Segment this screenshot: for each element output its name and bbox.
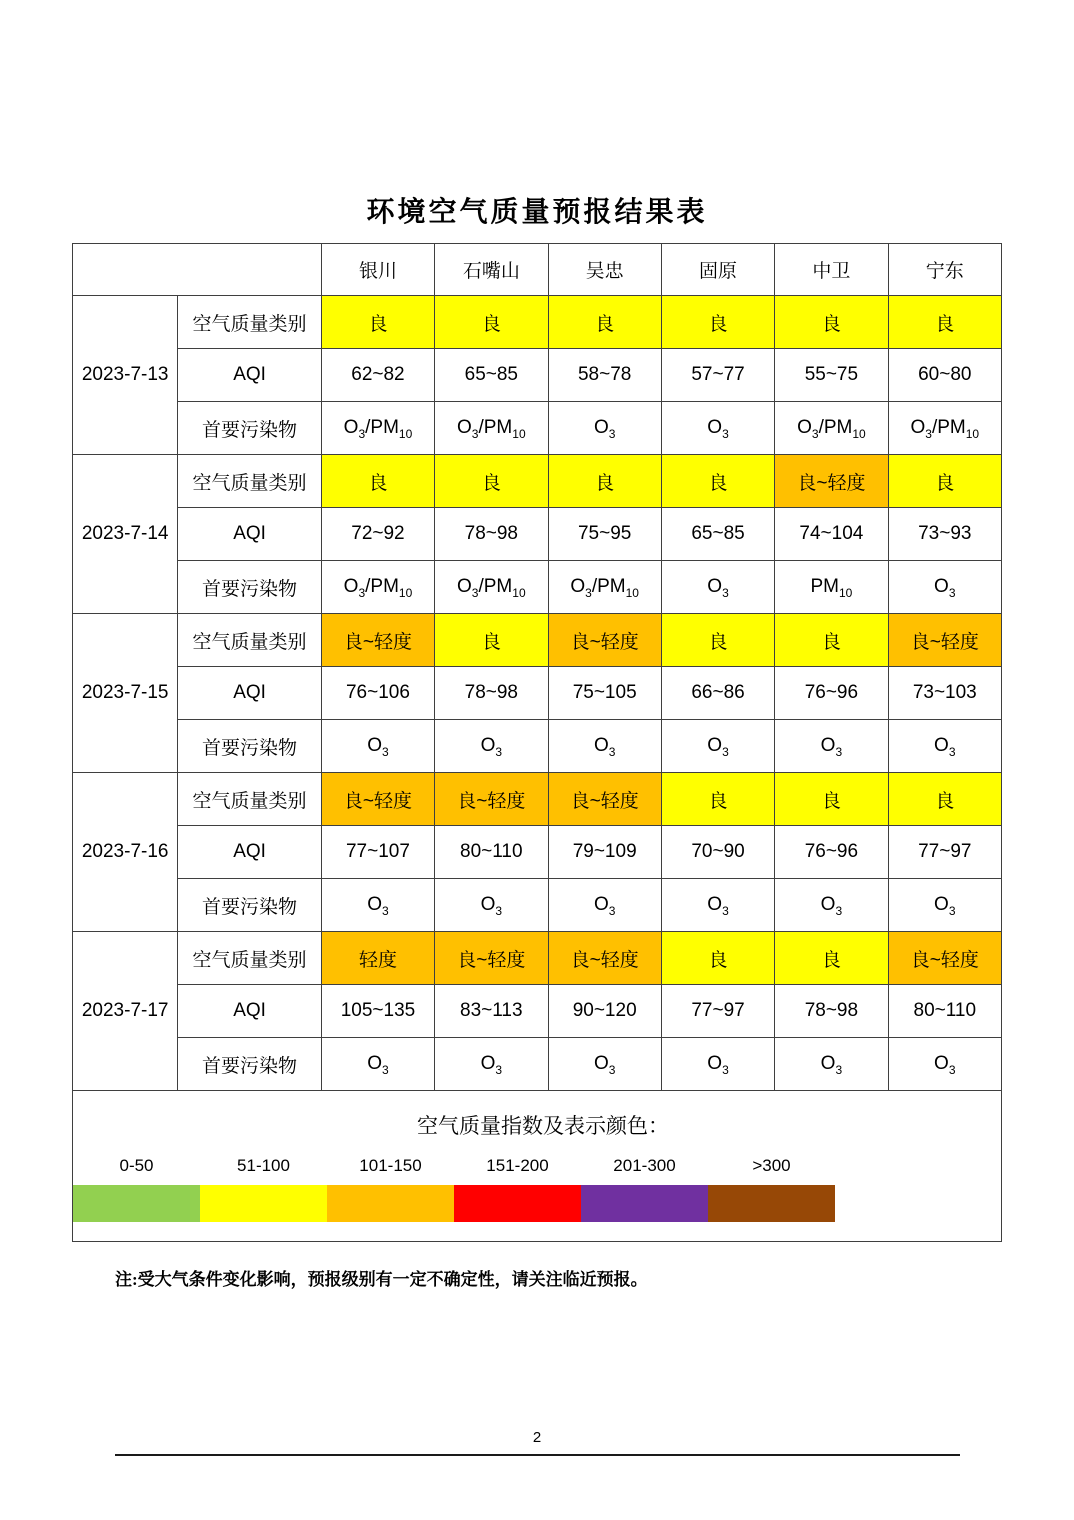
row-label-category: 空气质量类别 [178,614,321,667]
aqi-cell: 73~103 [888,667,1001,720]
pollutant-cell: $O_3$ [775,1038,888,1091]
row-label-category: 空气质量类别 [178,296,321,349]
legend-row [73,1091,1002,1242]
aqi-cell: 80~110 [435,826,548,879]
category-cell: 良~轻度 [548,614,661,667]
aqi-cell: 78~98 [775,985,888,1038]
category-row [73,296,1002,349]
pollutant-row [73,1038,1002,1091]
category-cell: 良~轻度 [435,773,548,826]
category-cell: 良 [548,296,661,349]
aqi-cell: 83~113 [435,985,548,1038]
aqi-cell: 77~97 [661,985,774,1038]
pollutant-row [73,720,1002,773]
category-cell: 良 [888,773,1001,826]
row-label-pollutant: 首要污染物 [178,402,321,455]
pollutant-cell: $O_3$ [888,879,1001,932]
city-header: 固原 [661,244,774,296]
city-header: 石嘴山 [435,244,548,296]
category-cell: 良 [661,614,774,667]
category-cell: 良~轻度 [888,614,1001,667]
footnote: 注:受大气条件变化影响，预报级别有一定不确定性，请关注临近预报。 [115,1270,648,1289]
legend-range-label: 201-300 [613,1156,676,1175]
aqi-cell: 73~93 [888,508,1001,561]
row-label-pollutant: 首要污染物 [178,1038,321,1091]
category-cell: 良~轻度 [548,932,661,985]
page-title: 环境空气质量预报结果表 [366,197,708,228]
pollutant-cell: $O_3$ [661,1038,774,1091]
category-cell: 良~轻度 [321,773,434,826]
category-cell: 良~轻度 [548,773,661,826]
category-cell: 良 [661,773,774,826]
category-row [73,932,1002,985]
category-cell: 良~轻度 [435,932,548,985]
pollutant-cell: $O_3/PM_{10}$ [321,561,434,614]
date-cell: 2023-7-17 [73,932,178,1091]
aqi-cell: 55~75 [775,349,888,402]
pollutant-row [73,561,1002,614]
aqi-cell: 79~109 [548,826,661,879]
pollutant-cell: $O_3$ [661,720,774,773]
aqi-row [73,985,1002,1038]
pollutant-cell: $O_3/PM_{10}$ [548,561,661,614]
aqi-cell: 90~120 [548,985,661,1038]
category-cell: 良~轻度 [775,455,888,508]
pollutant-cell: $O_3$ [321,1038,434,1091]
category-row [73,455,1002,508]
aqi-cell: 77~107 [321,826,434,879]
category-cell: 良 [435,296,548,349]
aqi-legend [73,1091,1002,1242]
category-cell: 良 [661,455,774,508]
date-cell: 2023-7-15 [73,614,178,773]
legend-color-bar [73,1185,1001,1222]
pollutant-cell: $O_3/PM_{10}$ [435,561,548,614]
category-cell: 良~轻度 [888,932,1001,985]
legend-color-swatch [73,1185,200,1222]
aqi-cell: 77~97 [888,826,1001,879]
category-cell: 良 [321,455,434,508]
category-cell: 良 [661,932,774,985]
category-cell: 良 [321,296,434,349]
aqi-cell: 74~104 [775,508,888,561]
pollutant-cell: $O_3/PM_{10}$ [435,402,548,455]
city-header: 宁东 [888,244,1001,296]
category-row [73,614,1002,667]
row-label-aqi: AQI [178,667,321,720]
row-label-category: 空气质量类别 [178,932,321,985]
pollutant-cell: $O_3$ [661,402,774,455]
date-cell: 2023-7-14 [73,455,178,614]
aqi-cell: 76~96 [775,667,888,720]
row-label-pollutant: 首要污染物 [178,720,321,773]
page-number: 2 [532,1429,542,1446]
pollutant-cell: $O_3/PM_{10}$ [321,402,434,455]
pollutant-row [73,402,1002,455]
pollutant-cell: $O_3$ [435,1038,548,1091]
category-cell: 轻度 [321,932,434,985]
category-cell: 良 [888,296,1001,349]
legend-color-swatch [581,1185,708,1222]
aqi-row [73,826,1002,879]
category-cell: 良 [661,296,774,349]
category-cell: 良 [435,455,548,508]
pollutant-cell: $O_3$ [888,720,1001,773]
pollutant-cell: $O_3$ [888,561,1001,614]
aqi-cell: 66~86 [661,667,774,720]
forecast-table [72,243,1002,1242]
pollutant-cell: $O_3$ [548,402,661,455]
pollutant-cell: $O_3$ [321,879,434,932]
corner-cell [73,244,322,296]
legend-range-label: 151-200 [486,1156,549,1175]
category-cell: 良 [775,296,888,349]
aqi-cell: 75~105 [548,667,661,720]
aqi-cell: 57~77 [661,349,774,402]
row-label-pollutant: 首要污染物 [178,879,321,932]
category-cell: 良 [775,932,888,985]
category-cell: 良 [775,614,888,667]
aqi-cell: 78~98 [435,508,548,561]
aqi-cell: 80~110 [888,985,1001,1038]
footer-divider [115,1454,960,1456]
aqi-cell: 60~80 [888,349,1001,402]
aqi-cell: 65~85 [661,508,774,561]
row-label-aqi: AQI [178,826,321,879]
aqi-cell: 76~96 [775,826,888,879]
legend-color-swatch [454,1185,581,1222]
row-label-pollutant: 首要污染物 [178,561,321,614]
category-cell: 良~轻度 [321,614,434,667]
pollutant-cell: $O_3$ [661,879,774,932]
legend-title: 空气质量指数及表示颜色： [417,1115,669,1138]
aqi-row [73,349,1002,402]
pollutant-cell: $O_3$ [548,879,661,932]
aqi-row [73,508,1002,561]
date-cell: 2023-7-16 [73,773,178,932]
category-cell: 良 [775,773,888,826]
aqi-cell: 62~82 [321,349,434,402]
row-label-category: 空气质量类别 [178,773,321,826]
legend-color-swatch [327,1185,454,1222]
city-header: 吴忠 [548,244,661,296]
pollutant-cell: $O_3$ [435,720,548,773]
aqi-row [73,667,1002,720]
pollutant-cell: $O_3$ [435,879,548,932]
legend-range-labels [73,1156,1001,1176]
pollutant-cell: $PM_{10}$ [775,561,888,614]
date-cell: 2023-7-13 [73,296,178,455]
pollutant-cell: $O_3$ [548,720,661,773]
city-header: 中卫 [775,244,888,296]
legend-range-label: >300 [752,1156,791,1175]
aqi-cell: 75~95 [548,508,661,561]
legend-range-label: 101-150 [359,1156,422,1175]
aqi-cell: 78~98 [435,667,548,720]
city-header-row [73,244,1002,296]
category-cell: 良 [435,614,548,667]
pollutant-row [73,879,1002,932]
category-row [73,773,1002,826]
pollutant-cell: $O_3$ [321,720,434,773]
aqi-cell: 105~135 [321,985,434,1038]
category-cell: 良 [888,455,1001,508]
pollutant-cell: $O_3$ [775,720,888,773]
row-label-aqi: AQI [178,508,321,561]
legend-color-swatch [200,1185,327,1222]
pollutant-cell: $O_3/PM_{10}$ [775,402,888,455]
legend-range-label: 51-100 [237,1156,290,1175]
aqi-cell: 72~92 [321,508,434,561]
pollutant-cell: $O_3/PM_{10}$ [888,402,1001,455]
row-label-category: 空气质量类别 [178,455,321,508]
legend-color-swatch [708,1185,835,1222]
pollutant-cell: $O_3$ [775,879,888,932]
pollutant-cell: $O_3$ [548,1038,661,1091]
row-label-aqi: AQI [178,349,321,402]
row-label-aqi: AQI [178,985,321,1038]
legend-range-label: 0-50 [119,1156,154,1175]
aqi-cell: 70~90 [661,826,774,879]
aqi-cell: 65~85 [435,349,548,402]
pollutant-cell: $O_3$ [888,1038,1001,1091]
aqi-cell: 76~106 [321,667,434,720]
category-cell: 良 [548,455,661,508]
pollutant-cell: $O_3$ [661,561,774,614]
city-header: 银川 [321,244,434,296]
aqi-cell: 58~78 [548,349,661,402]
